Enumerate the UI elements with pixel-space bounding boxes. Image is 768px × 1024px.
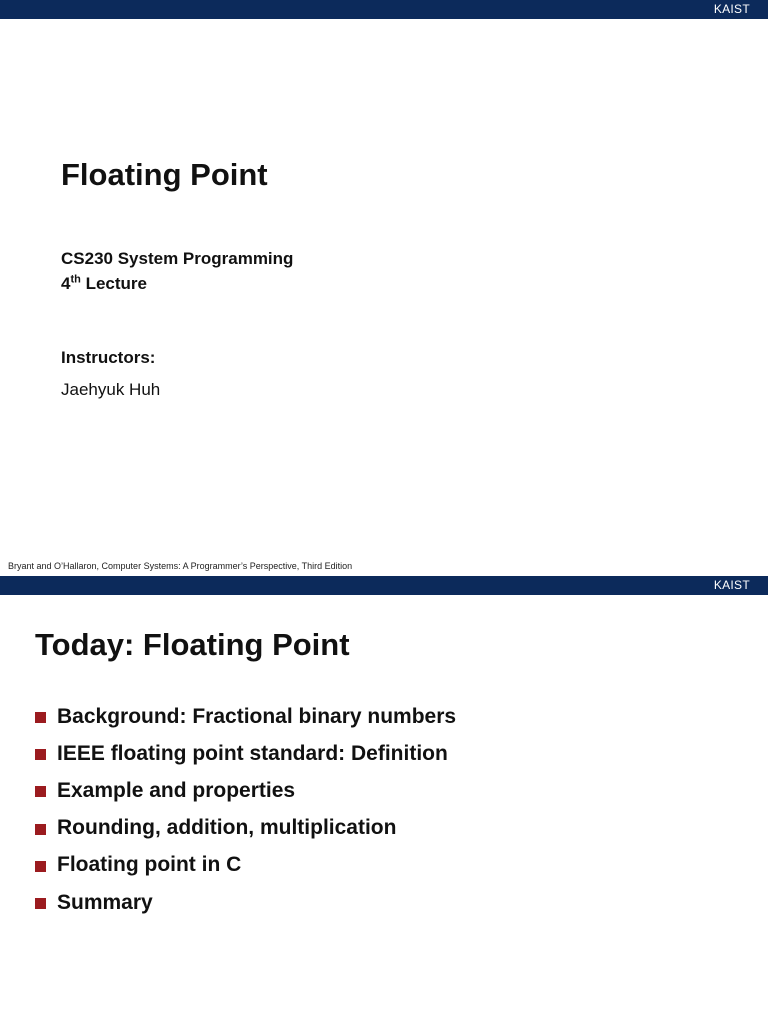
outline-slide <box>0 576 768 1024</box>
square-bullet-icon <box>35 898 46 909</box>
list-item-label: Summary <box>57 890 153 914</box>
header-bar <box>0 576 768 595</box>
outline-list <box>35 698 456 921</box>
list-item <box>35 884 456 921</box>
list-item <box>35 735 456 772</box>
list-item-label: Rounding, addition, multiplication <box>57 816 397 840</box>
list-item-label: Example and properties <box>57 778 296 802</box>
square-bullet-icon <box>35 824 46 835</box>
brand-label: KAIST <box>713 578 750 592</box>
instructors-label: Instructors: <box>61 348 156 367</box>
list-item <box>35 810 456 847</box>
list-item <box>35 772 456 809</box>
lecture-line <box>61 271 293 296</box>
header-bar <box>0 0 768 19</box>
lecture-word: Lecture <box>80 274 147 293</box>
citation-footer: Bryant and O’Hallaron, Computer Systems: A Programmer’s Perspective, Third Edition <box>8 561 353 571</box>
list-item-label: Floating point in C <box>57 853 242 877</box>
slide-title: Today: Floating Point <box>35 627 350 662</box>
square-bullet-icon <box>35 712 46 723</box>
list-item <box>35 698 456 735</box>
brand-label: KAIST <box>713 2 750 16</box>
lecture-number: 4 <box>61 274 71 293</box>
course-info <box>61 246 293 296</box>
instructor-name: Jaehyuk Huh <box>61 380 161 399</box>
square-bullet-icon <box>35 861 46 872</box>
list-item-label: Background: Fractional binary numbers <box>57 704 457 728</box>
square-bullet-icon <box>35 786 46 797</box>
course-name: CS230 System Programming <box>61 249 294 268</box>
lecture-ordinal-suffix: th <box>70 273 81 286</box>
list-item <box>35 847 456 884</box>
list-item-label: IEEE floating point standard: Definition <box>57 741 448 765</box>
square-bullet-icon <box>35 749 46 760</box>
slide-title: Floating Point <box>61 157 268 192</box>
